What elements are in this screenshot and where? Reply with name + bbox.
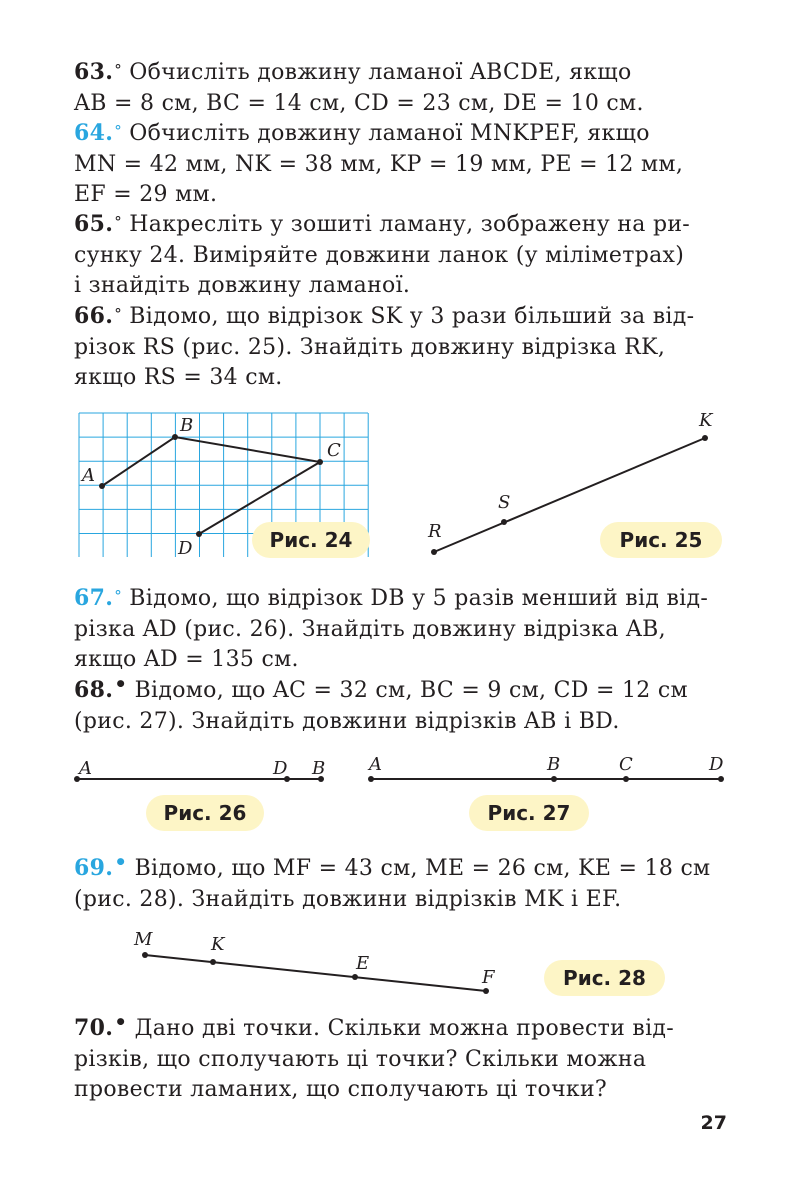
problem-line: і знайдіть довжину ламаної. bbox=[74, 273, 411, 298]
problem-number: 70. bbox=[74, 1015, 114, 1041]
label-a: A bbox=[369, 754, 382, 775]
point-m bbox=[142, 952, 148, 958]
label-f: F bbox=[482, 967, 495, 988]
problem-number: 68. bbox=[74, 677, 114, 703]
label-a: A bbox=[79, 758, 92, 779]
problem-line: різок RS (рис. 25). Знайдіть довжину відрізка RK, bbox=[74, 334, 666, 360]
problem-number: 66. bbox=[74, 303, 114, 329]
problem-text: Дано дві точки. Скільки можна провести від- bbox=[134, 1016, 674, 1041]
label-b: B bbox=[180, 415, 194, 436]
page-number: 27 bbox=[700, 1112, 727, 1134]
label-b: B bbox=[547, 754, 561, 775]
caption-fig-26: Рис. 26 bbox=[146, 795, 264, 831]
problem-line: MN = 42 мм, NK = 38 мм, KP = 19 мм, PE = 12 мм, bbox=[74, 151, 684, 177]
label-k: K bbox=[699, 410, 713, 431]
problem-line: (рис. 28). Знайдіть довжини відрізків MK і EF. bbox=[74, 886, 622, 912]
problem-line: сунку 24. Виміряйте довжини ланок (у міліметрах) bbox=[74, 242, 685, 268]
problem-line: (рис. 27). Знайдіть довжини відрізків AB і BD. bbox=[74, 708, 620, 734]
difficulty-marker: • bbox=[114, 1010, 128, 1034]
label-a: A bbox=[82, 465, 95, 486]
label-k: K bbox=[211, 934, 225, 955]
problem-text: Відомо, що відрізок DB у 5 разів менший від від- bbox=[129, 586, 709, 611]
difficulty-marker: ° bbox=[114, 61, 122, 79]
difficulty-marker: ° bbox=[114, 305, 122, 323]
problem-number: 69. bbox=[74, 855, 114, 881]
problem-line: різків, що сполучають ці точки? Скільки можна bbox=[74, 1046, 647, 1072]
label-r: R bbox=[428, 521, 442, 542]
problem-number: 63. bbox=[74, 59, 114, 85]
label-d: D bbox=[709, 754, 724, 775]
segment-mf bbox=[145, 955, 486, 991]
label-m: M bbox=[134, 929, 153, 950]
caption-fig-25: Рис. 25 bbox=[600, 522, 722, 558]
label-d: D bbox=[273, 758, 288, 779]
difficulty-marker: ° bbox=[114, 587, 122, 605]
difficulty-marker: ° bbox=[114, 213, 122, 231]
difficulty-marker: ° bbox=[114, 122, 122, 140]
point-k bbox=[210, 959, 216, 965]
caption-fig-27: Рис. 27 bbox=[469, 795, 589, 831]
problem-text: Відомо, що відрізок SK у 3 рази більший за від- bbox=[129, 304, 695, 329]
problem-text: Відомо, що AC = 32 см, BC = 9 см, CD = 12 см bbox=[134, 678, 688, 703]
problem-line: якщо RS = 34 см. bbox=[74, 365, 283, 390]
problem-text: Відомо, що MF = 43 см, ME = 26 см, KE = 18 см bbox=[134, 856, 711, 881]
problem-line: різка AD (рис. 26). Знайдіть довжину відрізка AB, bbox=[74, 616, 666, 642]
label-b: B bbox=[312, 758, 326, 779]
label-s: S bbox=[498, 492, 511, 513]
difficulty-marker: • bbox=[114, 850, 128, 874]
label-c: C bbox=[327, 440, 341, 461]
caption-fig-28: Рис. 28 bbox=[544, 960, 665, 996]
difficulty-marker: • bbox=[114, 672, 128, 696]
problem-70 bbox=[74, 1010, 726, 1106]
label-c: C bbox=[619, 754, 633, 775]
point-e bbox=[352, 974, 358, 980]
problem-text: Обчисліть довжину ламаної ABCDE, якщо bbox=[129, 60, 632, 85]
problem-number: 64. bbox=[74, 120, 114, 146]
point-f bbox=[483, 988, 489, 994]
problem-line: EF = 29 мм. bbox=[74, 182, 218, 207]
problem-line: якщо AD = 135 см. bbox=[74, 647, 299, 672]
problem-text: Накресліть у зошиті ламану, зображену на ри- bbox=[129, 212, 691, 237]
label-d: D bbox=[178, 538, 193, 559]
problem-text: Обчисліть довжину ламаної MNKPEF, якщо bbox=[129, 121, 650, 146]
label-e: E bbox=[356, 953, 370, 974]
problem-number: 65. bbox=[74, 211, 114, 237]
caption-fig-24: Рис. 24 bbox=[252, 522, 370, 558]
problem-line: AB = 8 см, BC = 14 см, CD = 23 см, DE = 10 см. bbox=[74, 90, 644, 116]
problem-number: 67. bbox=[74, 585, 114, 611]
problem-line: провести ламаних, що сполучають ці точки? bbox=[74, 1077, 608, 1102]
problem-line bbox=[74, 1010, 726, 1045]
